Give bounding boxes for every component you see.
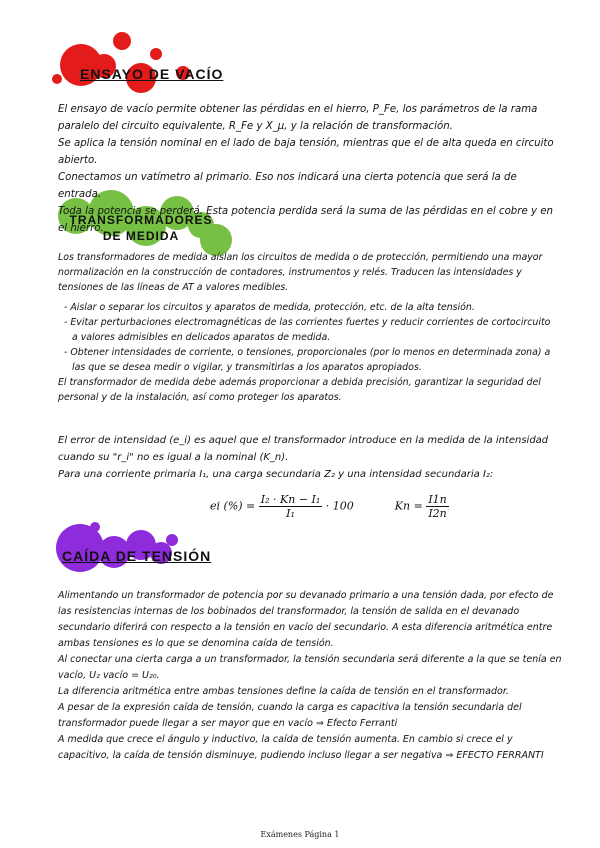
error-block bbox=[58, 432, 558, 483]
section-title-vacio: ENSAYO DE VACÍO bbox=[80, 66, 224, 82]
medida-intro: Los transformadores de medida aíslan los circuitos de medida o de protección, permitiendo una mayor normalización en la construcción de contadores, instrumentos y relés. Traducen las intensidades y tensiones de las líneas de AT a valores medibles. bbox=[58, 252, 543, 293]
bullet-item: - Evitar perturbaciones electromagnéticas de las corrientes fuertes y reducir corrientes de cortocircuito a valores admisibles en delicados aparatos de medida. bbox=[64, 317, 551, 343]
formula-numerator: I₂ · Kn − I₁ bbox=[260, 493, 321, 506]
section-title-caida: CAÍDA DE TENSIÓN bbox=[62, 548, 212, 564]
error-paragraph: El error de intensidad (e_i) es aquel que el transformador introduce en la medida de la intensidad cuando su "r_i" no es igual a la nominal (K_n). bbox=[58, 435, 549, 463]
kn-lhs: Kn = bbox=[394, 499, 423, 513]
formula-lhs: ei (%) = bbox=[210, 499, 256, 513]
bullet-item: - Aislar o separar los circuitos y aparatos de medida, protección, etc. de la alta tensión. bbox=[64, 302, 475, 313]
formula-tail: · 100 bbox=[325, 499, 354, 513]
vacio-paragraph: El ensayo de vacío permite obtener las pérdidas en el hierro, P_Fe, los parámetros de la rama paralelo del circuito equivalente, R_Fe y X_μ, y la relación de transformación. bbox=[58, 104, 538, 132]
current-paragraph: Para una corriente primaria I₁, una carga secundaria Z₂ y una intensidad secundaria I₂: bbox=[58, 469, 494, 480]
section-title-medida: TRANSFORMADORES DE MEDIDA bbox=[69, 213, 213, 243]
vacio-paragraph: Toda la potencia se perderá. Esta potencia perdida será la suma de las pérdidas en el cobre y en el hierro. bbox=[58, 206, 553, 234]
caida-paragraph: Alimentando un transformador de potencia por su devanado primario a una tensión dada, por efecto de las resistencias internas de los bobinados del transformador, la tensión de salida en el devanado secundario diferirá con respecto a la tensión en vacío del secundario. A esta diferencia aritmética entre ambas tensiones es lo que se denomina caída de tensión. bbox=[58, 590, 554, 649]
medida-body bbox=[58, 250, 558, 405]
caida-paragraph: A medida que crece el ángulo y inductivo, la caída de tensión aumenta. En cambio si crece el y capacitivo, la caída de tensión disminuye, pudiendo incluso llegar a ser negativa ⇒ EFECTO FERRANTI bbox=[58, 734, 544, 761]
kn-denominator: I2n bbox=[428, 507, 447, 520]
medida-bullet-list bbox=[58, 300, 558, 375]
formula-fraction bbox=[259, 493, 323, 520]
caida-paragraph: La diferencia aritmética entre ambas tensiones define la caída de tensión en el transformador. bbox=[58, 686, 509, 697]
error-formula bbox=[210, 493, 470, 523]
vacio-paragraph: Se aplica la tensión nominal en el lado de baja tensión, mientras que el de alta queda en circuito abierto. bbox=[58, 138, 554, 166]
kn-fraction bbox=[426, 493, 448, 520]
bullet-item: - Obtener intensidades de corriente, o tensiones, proporcionales (por lo menos en determinada zona) a las que se desea medir o vigilar, y transmitirlas a los aparatos apropiados. bbox=[64, 347, 551, 373]
caida-body bbox=[58, 588, 563, 764]
kn-numerator: I1n bbox=[428, 493, 447, 506]
medida-closing: El transformador de medida debe además proporcionar a debida precisión, garantizar la seguridad del personal y de la instalación, así como proteger los aparatos. bbox=[58, 377, 541, 403]
caida-paragraph: A pesar de la expresión caída de tensión, cuando la carga es capacitiva la tensión secundaria del transformador puede llegar a ser mayor que en vacío ⇒ Efecto Ferranti bbox=[58, 702, 522, 729]
formula-denominator: I₁ bbox=[286, 507, 295, 520]
page-footer: Exámenes Página 1 bbox=[260, 830, 340, 839]
caida-paragraph: Al conectar una cierta carga a un transformador, la tensión secundaria será diferente a la que se tenía en vacío, U₂ vacío = U₂₀. bbox=[58, 654, 562, 681]
vacio-paragraph: Conectamos un vatímetro al primario. Eso nos indicará una cierta potencia que será la de entrada. bbox=[58, 172, 517, 200]
